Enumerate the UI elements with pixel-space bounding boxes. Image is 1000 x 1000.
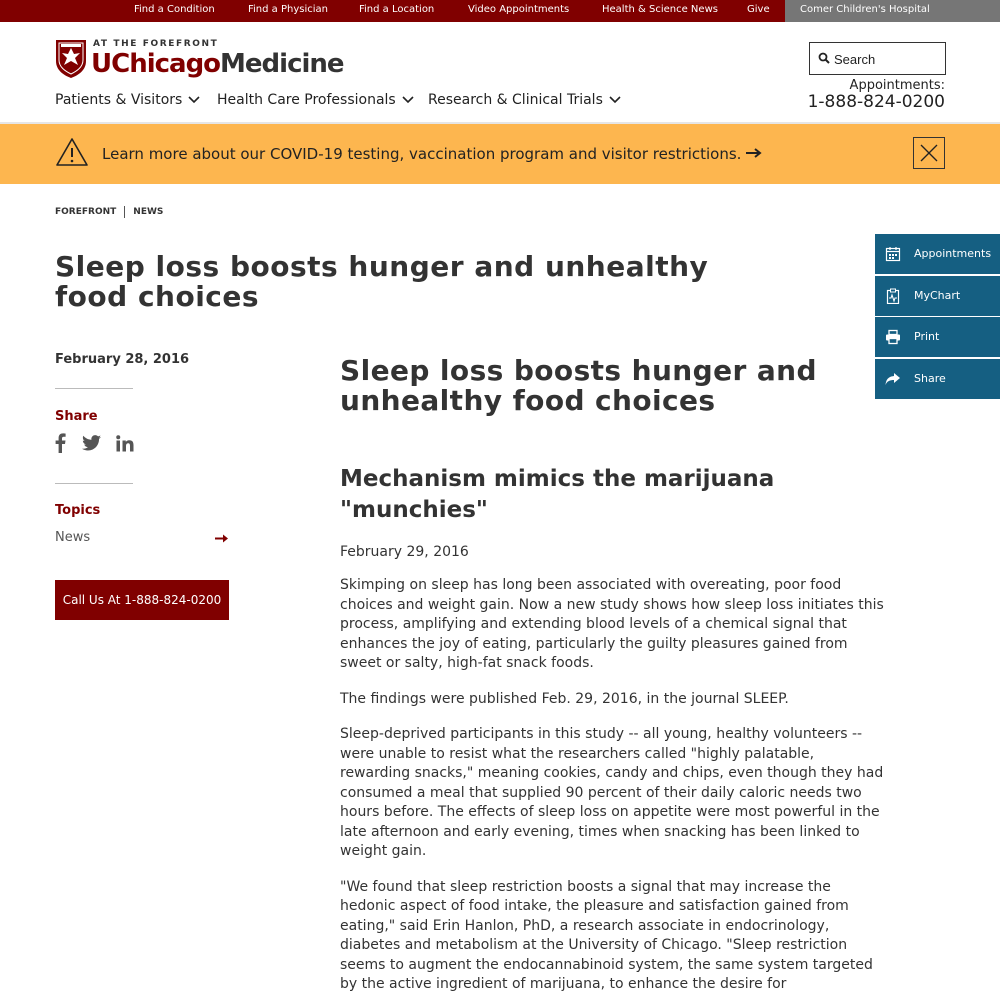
nav-label: Health Care Professionals: [217, 92, 396, 108]
sidebar-divider: [55, 483, 133, 484]
topic-news-link[interactable]: [55, 530, 230, 548]
chevron-down-icon: [402, 96, 414, 104]
utility-bar: [0, 0, 1000, 22]
twitter-icon[interactable]: [82, 435, 101, 455]
article-body: [340, 356, 885, 995]
logo-tagline: AT THE FOREFRONT: [93, 39, 219, 49]
video-appointments-link[interactable]: Video Appointments: [468, 4, 570, 15]
tool-label: Appointments: [914, 247, 992, 260]
nav-health-care-professionals[interactable]: [217, 92, 414, 108]
appointments-label: Appointments:: [849, 78, 945, 93]
page-title: Sleep loss boosts hunger and unhealthy food choices: [55, 250, 709, 313]
comer-childrens-link[interactable]: Comer Children's Hospital: [800, 4, 930, 15]
nav-research-clinical-trials[interactable]: [428, 92, 621, 108]
logo-wordmark-medicine: Medicine: [220, 49, 344, 79]
logo-wordmark-uchicago: UChicago: [91, 49, 221, 79]
find-physician-link[interactable]: Find a Physician: [248, 4, 328, 15]
find-location-link[interactable]: Find a Location: [359, 4, 435, 15]
search-box[interactable]: [809, 42, 946, 75]
breadcrumb: [55, 206, 163, 218]
nav-patients-visitors[interactable]: [55, 92, 200, 108]
sidebar-date: February 28, 2016: [55, 352, 190, 367]
tool-label: Share: [914, 371, 946, 385]
tool-appointments[interactable]: [875, 234, 1000, 274]
breadcrumb-separator: [124, 206, 125, 218]
sidebar-divider: [55, 388, 133, 389]
chevron-down-icon: [188, 96, 200, 104]
facebook-icon[interactable]: [55, 433, 66, 457]
article-date: February 29, 2016: [340, 544, 469, 560]
health-science-news-link[interactable]: Health & Science News: [602, 4, 718, 15]
topics-heading: Topics: [55, 503, 101, 518]
alert-close-button[interactable]: [913, 137, 945, 169]
article-paragraph: Sleep-deprived participants in this study -- all young, healthy volunteers -- were unable to resist what the researchers called "highly palatable, rewarding snacks," meaning cookies, candy and chips, even though they had consumed a meal that supplied 90 percent of their daily caloric needs two hours before. The effects of sleep loss on appetite were most powerful in the late afternoon and early evening, times when snacking has been linked to weight gain.: [340, 726, 884, 859]
call-us-button[interactable]: Call Us At 1-888-824-0200: [55, 580, 229, 620]
appointments-phone[interactable]: 1-888-824-0200: [807, 92, 945, 112]
tool-share[interactable]: [875, 359, 1000, 399]
nav-label: Research & Clinical Trials: [428, 92, 603, 108]
arrow-right-icon: [215, 534, 229, 543]
chevron-down-icon: [609, 96, 621, 104]
alert-message-link[interactable]: Learn more about our COVID-19 testing, vaccination program and visitor restrictions.: [102, 145, 742, 163]
breadcrumb-news[interactable]: NEWS: [133, 207, 164, 217]
logo-wordmark: [91, 49, 344, 79]
warning-icon: [55, 137, 89, 167]
search-icon: [818, 52, 830, 64]
sticky-tools: [875, 234, 1000, 400]
print-icon: [885, 329, 901, 345]
site-logo[interactable]: [55, 38, 344, 82]
article-title: Sleep loss boosts hunger and unhealthy food choices: [340, 354, 817, 417]
breadcrumb-forefront[interactable]: FOREFRONT: [55, 207, 117, 217]
give-link[interactable]: Give: [747, 4, 770, 15]
arrow-right-icon: [746, 148, 762, 158]
tool-label: MyChart: [914, 288, 961, 302]
mychart-icon: [885, 288, 901, 304]
close-icon: [920, 144, 938, 162]
comer-childrens-tab: [785, 0, 1000, 22]
article-subtitle: Mechanism mimics the marijuana "munchies": [340, 466, 775, 523]
article-paragraph: "We found that sleep restriction boosts a signal that may increase the hedonic aspect of food intake, the pleasure and satisfaction gained from eating," said Erin Hanlon, PhD, a research associate in endocrinology, diabetes and metabolism at the University of Chicago. "Sleep restriction seems to augment the endocannabinoid system, the same system targeted by the active ingredient of marijuana, to enhance the desire for: [340, 878, 873, 992]
calendar-icon: [885, 246, 901, 262]
tool-label: Print: [914, 330, 940, 343]
covid-alert-banner: [0, 124, 1000, 184]
share-arrow-icon: [885, 371, 901, 387]
topic-label: News: [55, 530, 91, 545]
tool-print[interactable]: [875, 317, 1000, 357]
search-input[interactable]: [834, 50, 939, 68]
article-paragraph: Skimping on sleep has long been associated with overeating, poor food choices and weight gain. Now a new study shows how sleep loss initiates this process, amplifying and extending blood levels of a chemical signal that enhances the joy of eating, particularly the guilty pleasures gained from sweet or salty, high-fat snack foods.: [340, 577, 884, 671]
university-shield-icon: [55, 39, 87, 79]
utility-links: [0, 0, 785, 22]
tool-mychart[interactable]: [875, 276, 1000, 316]
linkedin-icon[interactable]: [116, 435, 134, 456]
nav-label: Patients & Visitors: [55, 92, 183, 108]
article-paragraph: The findings were published Feb. 29, 2016, in the journal SLEEP.: [340, 690, 789, 707]
find-condition-link[interactable]: Find a Condition: [134, 4, 215, 15]
share-heading: Share: [55, 409, 98, 424]
